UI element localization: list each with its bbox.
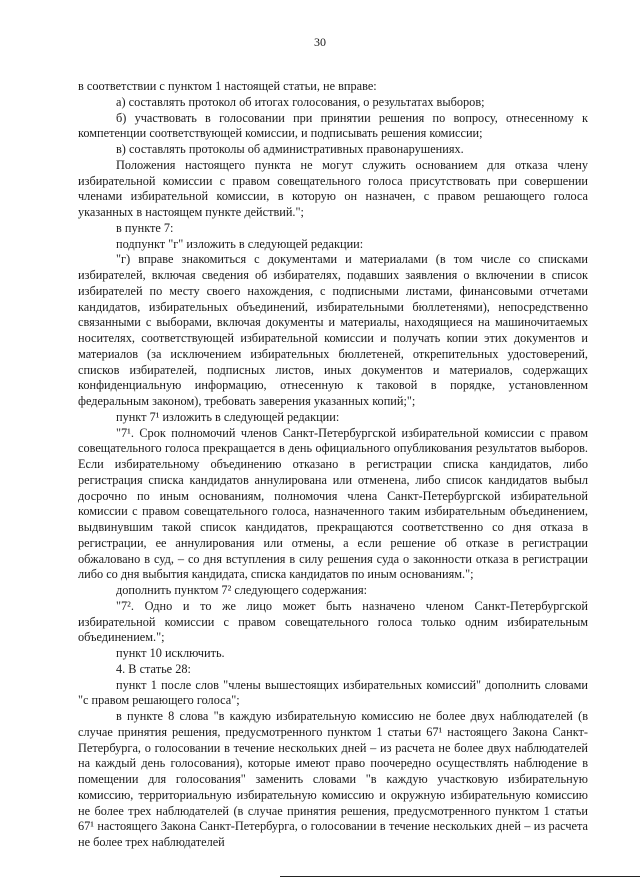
- paragraph: пункт 10 исключить.: [116, 646, 225, 660]
- paragraph: "7¹. Срок полномочий членов Санкт-Петербургской избирательной комиссии с правом совещательного голоса прекращается в день официального опубликования результатов выборов. Если избирательному объединению отказано в регистрации списка кандидатов, либо регистрация списка кандидатов аннулирована или отменена, либо список кандидатов выбыл досрочно по иным основаниям, полномочия члена Санкт-Петербургской избирательной комиссии с правом совещательного голоса, назначенного таким избирательным объединением, выдвинувшим такой список кандидатов, прекращаются соответственно со дня отказа в регистрации, ее аннулирования или отмены, а если решение об отказе в регистрации обжаловано в суд, – со дня вступления в силу решения суда о законности отказа в регистрации либо со дня выбытия кандидата, списка кандидатов по иным основаниям.";: [78, 425, 588, 582]
- page-bottom-rule: [280, 876, 640, 877]
- paragraph: "г) вправе знакомиться с документами и материалами (в том числе со списками избирателей, включая сведения об избирателях, подавших заявления о включении в список избирателей по месту своего нахождения, с подписными листами, финансовыми отчетами кандидатов, избирательных объединений, избирательными бюллетенями), непосредственно связанными с выборами, включая документы и материалы, находящиеся на машиночитаемых носителях, соответствующей избирательной комиссии и получать копии этих документов и материалов (за исключением избирательных бюллетеней, открепительных удостоверений, списков избирателей, подписных листов, иных документов и материалов, содержащих конфиденциальную информацию, отнесенную к таковой в порядке, установленном федеральным законом), требовать заверения указанных копий;";: [78, 252, 588, 408]
- paragraph: а) составлять протокол об итогах голосования, о результатах выборов;: [116, 94, 485, 109]
- paragraph: в соответствии с пунктом 1 настоящей статьи, не вправе:: [78, 79, 377, 93]
- paragraph: Положения настоящего пункта не могут служить основанием для отказа члену избирательной комиссии с правом совещательного голоса присутствовать при совершении членами избирательной комиссии, в которую он назначен, с правом решающего голоса указанных в настоящем пункте действий.";: [78, 157, 588, 219]
- paragraph: пункт 7¹ изложить в следующей редакции:: [116, 409, 340, 424]
- paragraph: в) составлять протоколы об административных правонарушениях.: [116, 142, 464, 156]
- document-body: [78, 79, 588, 851]
- paragraph: б) участвовать в голосовании при принятии решения по вопросу, отнесенному к компетенции соответствующей комиссии, и подписывать решения комиссии;: [78, 110, 588, 141]
- page-number: 30: [314, 35, 326, 49]
- paragraph: 4. В статье 28:: [116, 661, 191, 676]
- paragraph: в пункте 8 слова "в каждую избирательную комиссию не более двух наблюдателей (в случае принятия решения, предусмотренного пунктом 1 статьи 67¹ настоящего Закона Санкт-Петербурга, о голосовании в течение нескольких дней – из расчета не более двух наблюдателей на каждый день голосования), которые имеют право поочередно осуществлять наблюдение в помещении для голосования" заменить словами "в каждую участковую избирательную комиссию, территориальную избирательную комиссию и окружную избирательную комиссию не более трех наблюдателей (в случае принятия решения, предусмотренного пунктом 1 статьи 67¹ настоящего Закона Санкт-Петербурга, о голосовании в течение нескольких дней – из расчета не более трех наблюдателей: [78, 709, 588, 849]
- paragraph: дополнить пунктом 7² следующего содержания:: [116, 583, 368, 597]
- paragraph: "7². Одно и то же лицо может быть назначено членом Санкт-Петербургской избирательной комиссии с правом совещательного голоса только одним избирательным объединением.";: [78, 598, 588, 645]
- paragraph: пункт 1 после слов "члены вышестоящих избирательных комиссий" дополнить словами "с правом решающего голоса";: [78, 677, 588, 708]
- paragraph: в пункте 7:: [116, 220, 174, 235]
- paragraph: подпункт "г" изложить в следующей редакции:: [116, 236, 364, 251]
